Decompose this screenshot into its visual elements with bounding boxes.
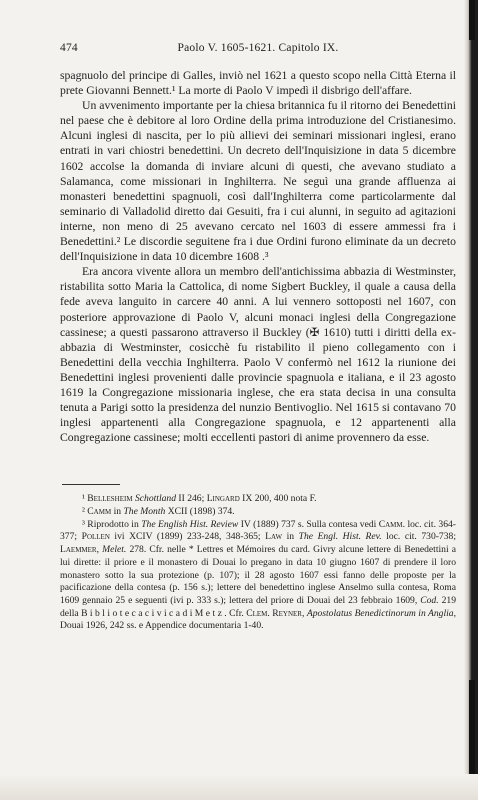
page-number: 474	[60, 42, 78, 54]
main-text	[60, 68, 456, 445]
fn3-apostolatus: Apostolatus Benedictinorum in Anglia,	[306, 607, 457, 619]
fn2-in: in	[111, 506, 124, 518]
fn3-in: in	[282, 531, 299, 543]
fn1-ref: II 246;	[176, 493, 207, 505]
fn3-author-pollen: Pollen	[81, 531, 110, 543]
paragraph-westminster: Era ancora vivente allora un membro dell'antichissima abbazia di Westminster, ristabilita sotto Maria la Cattolica, di nome Sigbert Buckley, il quale a causa della fede aveva languito in carcere 40 anni. A lui vennero sottoposti nel 1607, con posteriore approvazione di Paolo V, alcuni monaci inglesi della Congregazione cassinese; a questi passarono attraverso il Buckley (✠ 1610) tutti i diritti della ex-abbazia di Westminster, cosicchè fu ristabilito il pieno collegamento con i Benedettini della vecchia Inghilterra. Paolo V confermò nel 1612 la riunione dei Benedettini inglesi provenienti dalle provincie spagnuola e italiana, e il 23 agosto 1619 la Congregazione missionaria inglese, che era stata decisa in una consulta tenuta a Parigi sotto la presidenza del nunzio Bentivoglio. Nel 1615 si contavano 70 inglesi appartenenti alla Congregazione spagnuola, e 12 appartenenti alla Congregazione cassinese; molti eccellenti pastori di anime provennero da esse.	[60, 265, 456, 445]
fn3-ref4: loc. cit. 730-738;	[381, 531, 456, 543]
fn3-metz: 219 della B i b l i o t e c a c i v i c a d i M e t z . Cfr.	[60, 594, 456, 619]
fn3-end: Douai 1926, 242 ss. e Appendice documentaria 1-40.	[60, 620, 264, 632]
fn3-ref: IV (1889) 737 s. Sulla contesa vedi	[238, 518, 379, 530]
fn1-author2: Lingard	[206, 493, 240, 505]
book-page	[60, 42, 456, 633]
page-bottom-shade	[0, 774, 478, 800]
fn1-work: Schottland	[134, 493, 177, 505]
fn2-author: Camm	[87, 506, 112, 518]
fn3-author-camm: Camm.	[378, 518, 406, 530]
fn3-ref3: ivi XCIV (1899) 233-248, 348-365;	[109, 531, 266, 543]
footnote-3	[60, 519, 456, 633]
fn1-author: Bellesheim	[87, 493, 133, 505]
edge-mark-top	[469, 0, 475, 40]
fn3-cod: Cod.	[420, 594, 439, 606]
fn1-ref2: IX 200, 400 nota F.	[239, 493, 317, 505]
fn2-marker: ²	[82, 506, 88, 518]
fn3-journal2: The Engl. Hist. Rev.	[298, 531, 382, 543]
fn1-marker: ¹	[82, 493, 88, 505]
fn3-author-reyner: Clem. Reyner,	[246, 607, 305, 619]
fn2-journal: The Month	[123, 506, 166, 518]
fn3-intro: ³ Riprodotto in	[82, 518, 142, 530]
paragraph-benedictines: Un avvenimento importante per la chiesa britannica fu il ritorno dei Benedettini nel paese che è debitore al loro Ordine della prima introduzione del Cristianesimo. Alcuni inglesi di nascita, per lo più allievi dei seminari missionari inglesi, erano entrati in vari chiostri benedettini. Un decreto dell'Inquisizione in data 5 dicembre 1602 accolse la domanda di inviare alcuni di questi, che avevano studiato a Salamanca, come missionari in Inghilterra. Ne seguì una grande affluenza ai monasteri benedettini spagnuoli, così dall'Inghilterra come particolarmente dal seminario di Valladolid diretto dai Gesuiti, fra i cui alunni, in seguito ad agitazioni interne, non meno di 25 avevano cercato nel 1603 di essere ammessi fra i Benedettini.² Le discordie seguitene fra i due Ordini furono eliminate da un decreto dell'Inquisizione in data 10 dicembre 1608 .³	[60, 99, 456, 264]
fn3-author-laemmer: Laemmer,	[60, 544, 99, 556]
fn3-author-law: Law	[265, 531, 283, 543]
paragraph-continued: spagnuolo del principe di Galles, inviò nel 1621 a questo scopo nella Città Eterna il prete Giovanni Bennett.¹ La morte di Paolo V impedì il disbrigo dell'affare.	[60, 69, 456, 98]
footnotes	[60, 493, 456, 633]
fn3-ref2: loc. cit. 364-377;	[60, 518, 456, 543]
fn3-journal: The English Hist. Review	[141, 518, 239, 530]
running-title: Paolo V. 1605-1621. Capitolo IX.	[177, 42, 339, 54]
footnote-2	[60, 506, 456, 519]
fn3-melet: Melet.	[102, 544, 127, 556]
fn2-ref: XCII (1898) 374.	[165, 506, 235, 518]
fn3-givry: 278. Cfr. nelle * Lettres et Mémoires du card. Givry alcune lettere di Benedettini a lui dirette: il priore e il monastero di Douai lo pregano in data 10 giugno 1607 di prendere il loro monastero sotto la sua protezione (p. 107); il 28 agosto 1607 essi fanno delle proposte per la pacificazione della contesa (p. 156 s.); lettere del benedettino inglese Anselmo sulla contesa, Roma 1609 gennaio 25 e seguenti (ivi p. 333 s.); lettera del priore di Douai del 23 febbraio 1609,	[60, 544, 456, 606]
footnote-divider	[62, 484, 120, 485]
running-header	[60, 42, 456, 54]
footnote-1	[60, 493, 456, 506]
